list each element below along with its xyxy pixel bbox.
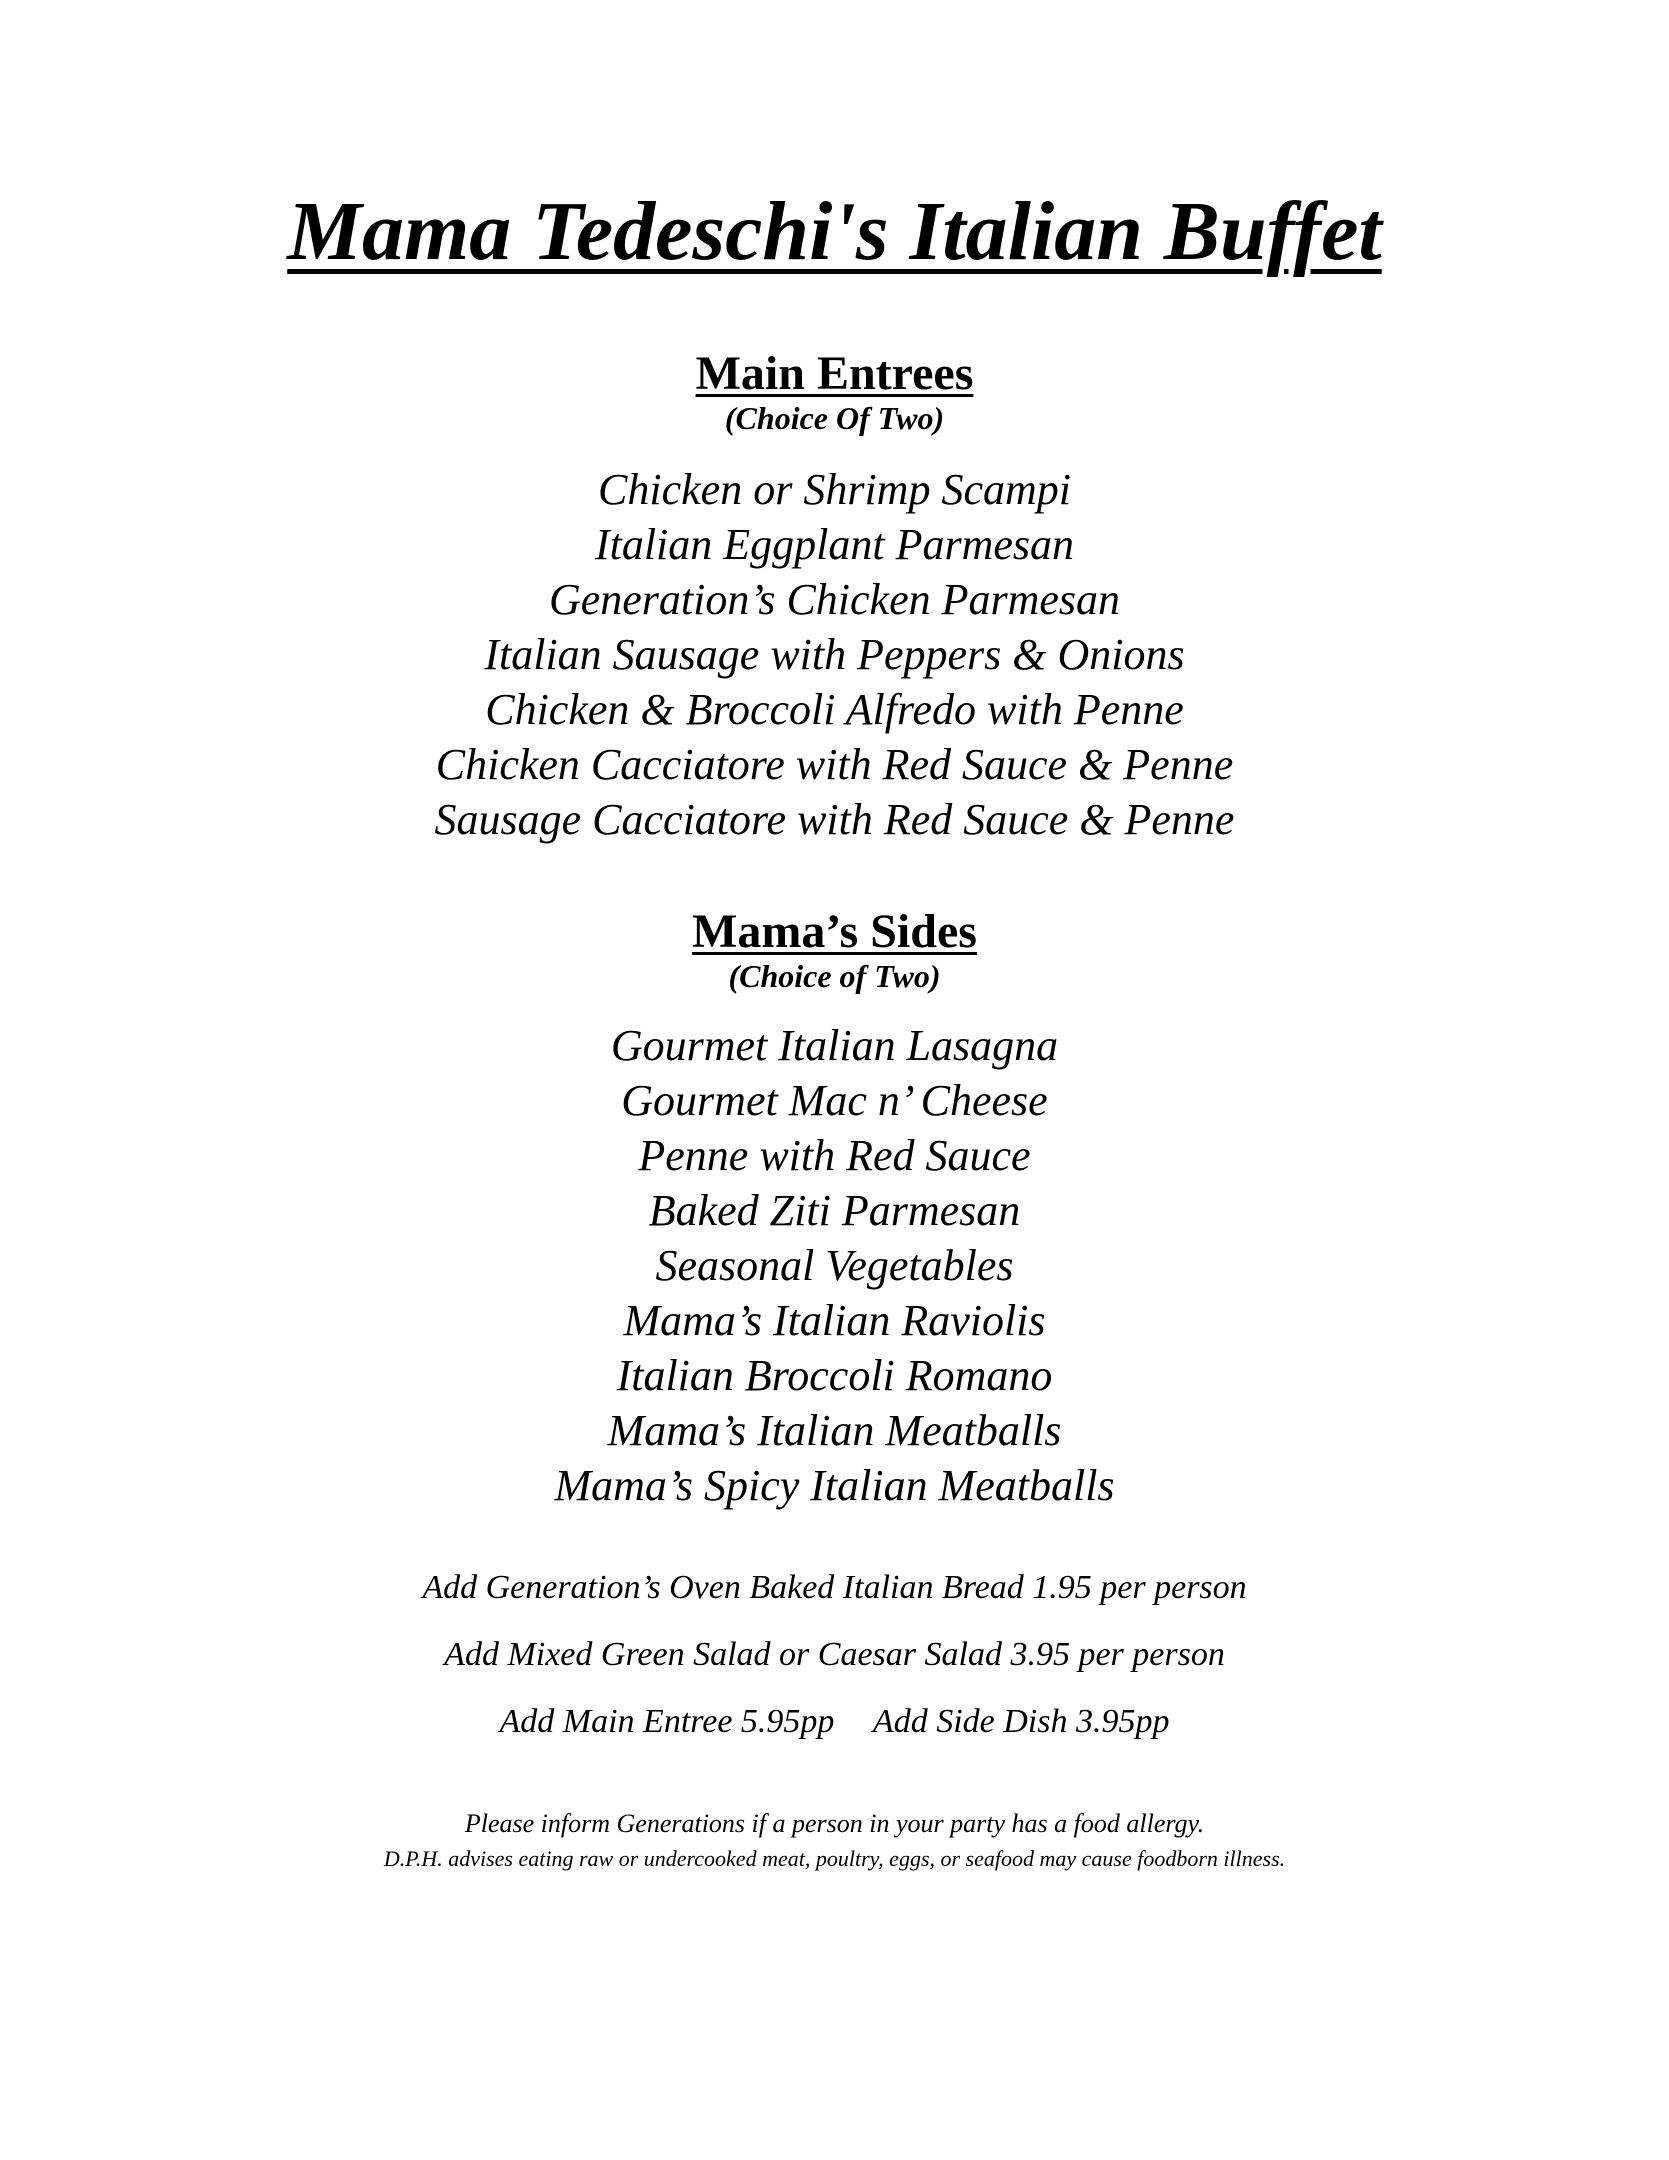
- allergy-notice: Please inform Generations if a person in your party has a food allergy.: [464, 1809, 1205, 1838]
- sides-choice-note: (Choice of Two): [728, 958, 941, 994]
- side-item: Italian Broccoli Romano: [616, 1350, 1053, 1400]
- side-item: Mama’s Italian Raviolis: [623, 1295, 1046, 1345]
- side-item: Gourmet Mac n’ Cheese: [621, 1075, 1048, 1125]
- footer-notices: [0, 1806, 1669, 1876]
- add-on-bread: Add Generation’s Oven Baked Italian Bread 1.95 per person: [422, 1569, 1247, 1606]
- side-item: Penne with Red Sauce: [638, 1130, 1031, 1180]
- entree-item: Generation’s Chicken Parmesan: [548, 574, 1121, 624]
- entree-item: Italian Sausage with Peppers & Onions: [484, 629, 1185, 679]
- main-entrees-section: [0, 347, 1669, 847]
- main-entrees-choice-note: (Choice Of Two): [724, 400, 945, 436]
- sides-heading: Mama’s Sides: [692, 905, 977, 958]
- sides-list: [0, 1018, 1669, 1513]
- entree-item: Sausage Cacciatore with Red Sauce & Penne: [434, 794, 1235, 844]
- side-item: Baked Ziti Parmesan: [648, 1185, 1021, 1235]
- side-item: Mama’s Spicy Italian Meatballs: [554, 1460, 1115, 1510]
- side-item: Seasonal Vegetables: [655, 1240, 1014, 1290]
- sides-section: [0, 905, 1669, 1513]
- entree-item: Italian Eggplant Parmesan: [594, 519, 1075, 569]
- entree-item: Chicken Cacciatore with Red Sauce & Penne: [435, 739, 1234, 789]
- add-on-extra-dishes: [0, 1688, 1669, 1755]
- entree-item: Chicken & Broccoli Alfredo with Penne: [485, 684, 1184, 734]
- add-on-salad: Add Mixed Green Salad or Caesar Salad 3.95 per person: [444, 1636, 1225, 1673]
- add-on-side-dish: Add Side Dish 3.95pp: [872, 1703, 1170, 1740]
- add-on-main-entree: Add Main Entree 5.95pp: [499, 1703, 835, 1740]
- entree-item: Chicken or Shrimp Scampi: [598, 464, 1071, 514]
- side-item: Gourmet Italian Lasagna: [610, 1020, 1059, 1070]
- side-item: Mama’s Italian Meatballs: [607, 1405, 1062, 1455]
- main-entrees-list: [0, 462, 1669, 847]
- main-entrees-heading: Main Entrees: [695, 347, 974, 400]
- dph-notice: D.P.H. advises eating raw or undercooked meat, poultry, eggs, or seafood may cause foodborn illness.: [383, 1846, 1286, 1871]
- add-ons-list: [0, 1554, 1669, 1755]
- menu-title: Mama Tedeschi's Italian Buffet: [287, 185, 1382, 278]
